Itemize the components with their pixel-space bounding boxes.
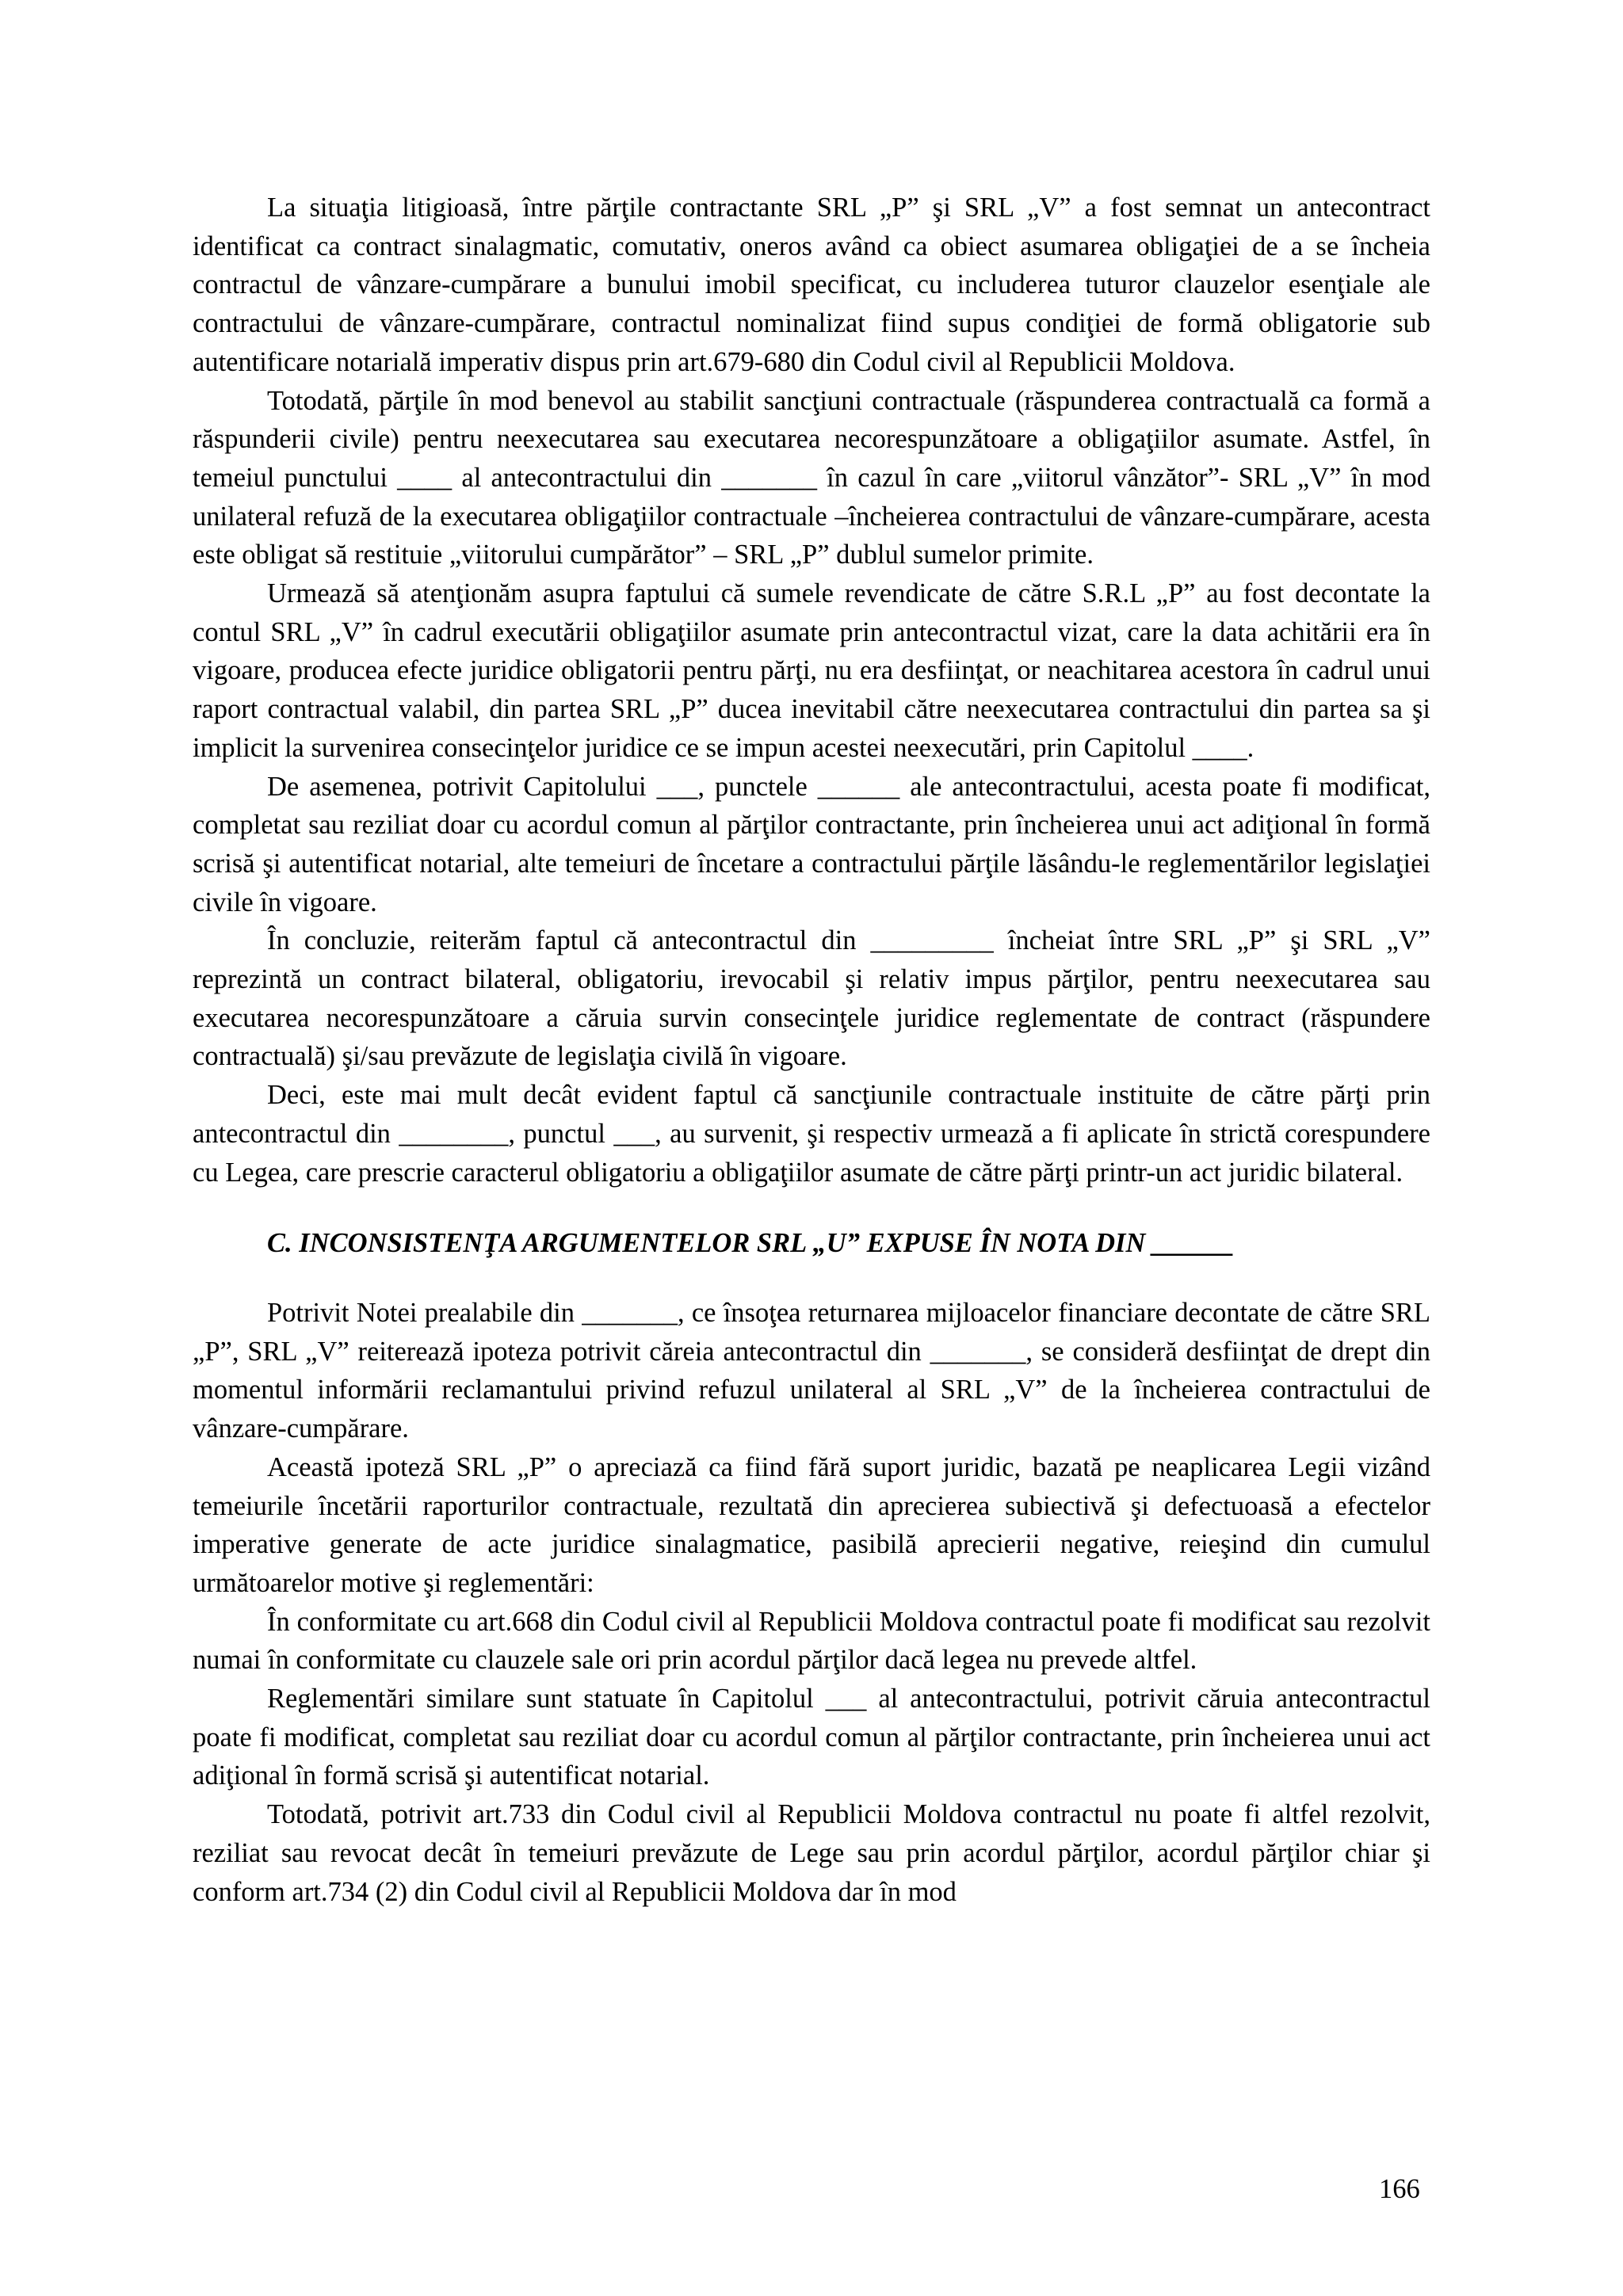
paragraph: Potrivit Notei prealabile din _______, ce însoţea returnarea mijloacelor financiare decontate de către SRL „P”, SRL „V” reiterează ipoteza potrivit căreia antecontractul din _______, se consideră desfiinţat de drept din momentul informării reclamantului privind refuzul unilateral al SRL „V” de la încheierea contractului de vânzare-cumpărare. <box>193 1297 1430 1444</box>
paragraph: Totodată, potrivit art.733 din Codul civil al Republicii Moldova contractul nu poate fi altfel rezolvit, reziliat sau revocat decât în temeiuri prevăzute de Lege sau prin acordul părţilor, acordul părţilor chiar şi conform art.734 (2) din Codul civil al Republicii Moldova dar în mod <box>193 1799 1430 1907</box>
paragraph: Această ipoteză SRL „P” o apreciază ca fiind fără suport juridic, bazată pe neaplicarea Legii vizând temeiurile încetării raporturilor contractuale, rezultată din aprecierea subiectivă şi defectuoasă a efectelor imperative generate de acte juridice sinalagmatice, pasibilă aprecierii negative, reieşind din cumulul următoarelor motive şi reglementări: <box>193 1451 1430 1598</box>
paragraph: Deci, este mai mult decât evident faptul că sancţiunile contractuale instituite de către părţi prin antecontractul din ________, punctul ___, au survenit, şi respectiv urmează a fi aplicate în strictă corespundere cu Legea, care prescrie caracterul obligatoriu a obligaţiilor asumate de către părţi printr-un act juridic bilateral. <box>193 1080 1430 1188</box>
paragraph: În conformitate cu art.668 din Codul civil al Republicii Moldova contractul poate fi modificat sau rezolvit numai în conformitate cu clauzele sale ori prin acordul părţilor dacă legea nu prevede altfel. <box>193 1606 1430 1676</box>
document-body <box>193 189 1430 1911</box>
section-heading: C. INCONSISTENŢA ARGUMENTELOR SRL „U” EXPUSE ÎN NOTA DIN ______ <box>267 1228 1235 1259</box>
paragraph: De asemenea, potrivit Capitolului ___, punctele ______ ale antecontractului, acesta poate fi modificat, completat sau reziliat doar cu acordul comun al părţilor contractante, prin încheierea unui act adiţional în formă scrisă şi autentificat notarial, alte temeiuri de încetare a contractului părţile lăsându-le reglementărilor legislaţiei civile în vigoare. <box>193 771 1430 917</box>
page-number: 166 <box>1379 2174 1420 2204</box>
paragraph: Urmează să atenţionăm asupra faptului că sumele revendicate de către S.R.L „P” au fost decontate la contul SRL „V” în cadrul executării obligaţiilor asumate prin antecontractul vizat, care la data achitării era în vigoare, producea efecte juridice obligatorii pentru părţi, nu era desfiinţat, or neachitarea acestora în cadrul unui raport contractual valabil, din partea SRL „P” ducea inevitabil către neexecutarea contractului din partea sa şi implicit la survenirea consecinţelor juridice ce se impun acestei neexecutări, prin Capitolul ____. <box>193 578 1430 763</box>
paragraph: La situaţia litigioasă, între părţile contractante SRL „P” şi SRL „V” a fost semnat un antecontract identificat ca contract sinalagmatic, comutativ, oneros având ca obiect asumarea obligaţiei de a se încheia contractul de vânzare-cumpărare a bunului imobil specificat, cu includerea tuturor clauzelor esenţiale ale contractului de vânzare-cumpărare, contractul nominalizat fiind supus condiţiei de formă obligatorie sub autentificare notarială imperativ dispus prin art.679-680 din Codul civil al Republicii Moldova. <box>193 193 1430 377</box>
paragraph: În concluzie, reiterăm faptul că antecontractul din _________ încheiat între SRL „P” şi SRL „V” reprezintă un contract bilateral, obligatoriu, irevocabil şi relativ impus părţilor, pentru neexecutarea sau executarea necorespunzătoare a căruia survin consecinţele juridice reglementate de contract (răspundere contractuală) şi/sau prevăzute de legislaţia civilă în vigoare. <box>193 925 1430 1072</box>
paragraph: Reglementări similare sunt statuate în Capitolul ___ al antecontractului, potrivit căruia antecontractul poate fi modificat, completat sau reziliat doar cu acordul comun al părţilor contractante, prin încheierea unui act adiţional în formă scrisă şi autentificat notarial. <box>193 1684 1430 1791</box>
paragraph: Totodată, părţile în mod benevol au stabilit sancţiuni contractuale (răspunderea contractuală ca formă a răspunderii civile) pentru neexecutarea sau executarea necorespunzătoare a obligaţiilor asumate. Astfel, în temeiul punctului ____ al antecontractului din _______ în cazul în care „viitorul vânzător”- SRL „V” în mod unilateral refuză de la executarea obligaţiilor contractuale –încheierea contractului de vânzare-cumpărare, acesta este obligat să restituie „viitorului cumpărător” – SRL „P” dublul sumelor primite. <box>193 385 1430 570</box>
